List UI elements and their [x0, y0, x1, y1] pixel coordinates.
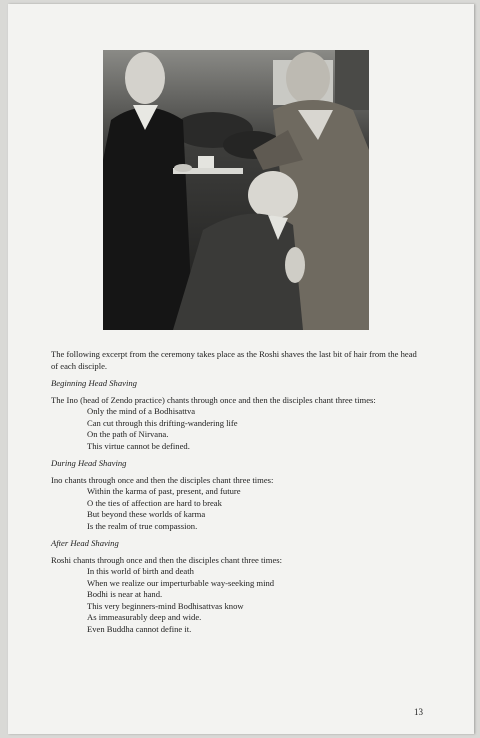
section-instruction: Roshi chants through once and then the disciples chant three times:: [51, 554, 283, 565]
verse-line: Within the karma of past, present, and future: [87, 486, 241, 496]
body-text: [51, 349, 421, 635]
ceremony-photo: [103, 50, 369, 330]
verse-line: When we realize our imperturbable way-seeking mind: [87, 577, 275, 588]
section-instruction: Ino chants through once and then the disciples chant three times:: [51, 474, 274, 485]
verse-line: In this world of birth and death: [87, 566, 194, 576]
verse-line: Is the realm of true compassion.: [87, 520, 198, 531]
verse-line: But beyond these worlds of karma: [87, 509, 206, 519]
verse-line: Bodhi is near at hand.: [87, 589, 163, 599]
section-heading: Beginning Head Shaving: [51, 378, 137, 388]
section-heading: During Head Shaving: [51, 458, 127, 468]
verse-line: This virtue cannot be defined.: [87, 440, 190, 451]
verse-line: Even Buddha cannot define it.: [87, 623, 192, 634]
section-instruction: The Ino (head of Zendo practice) chants through once and then the disciples chant three times:: [51, 394, 376, 405]
verse-line: On the path of Nirvana.: [87, 429, 169, 439]
verse-line: O the ties of affection are hard to break: [87, 497, 222, 508]
section-heading: After Head Shaving: [51, 538, 119, 548]
verse-line: Can cut through this drifting-wandering life: [87, 417, 238, 428]
intro-paragraph: The following excerpt from the ceremony takes place as the Roshi shaves the last bit of hair from the head of each disciple.: [51, 349, 417, 371]
verse-line: This very beginners-mind Bodhisattvas know: [87, 600, 244, 611]
page-number: 13: [414, 707, 423, 717]
verse-line: Only the mind of a Bodhisattva: [87, 406, 196, 416]
verse-line: As immeasurably deep and wide.: [87, 612, 202, 622]
